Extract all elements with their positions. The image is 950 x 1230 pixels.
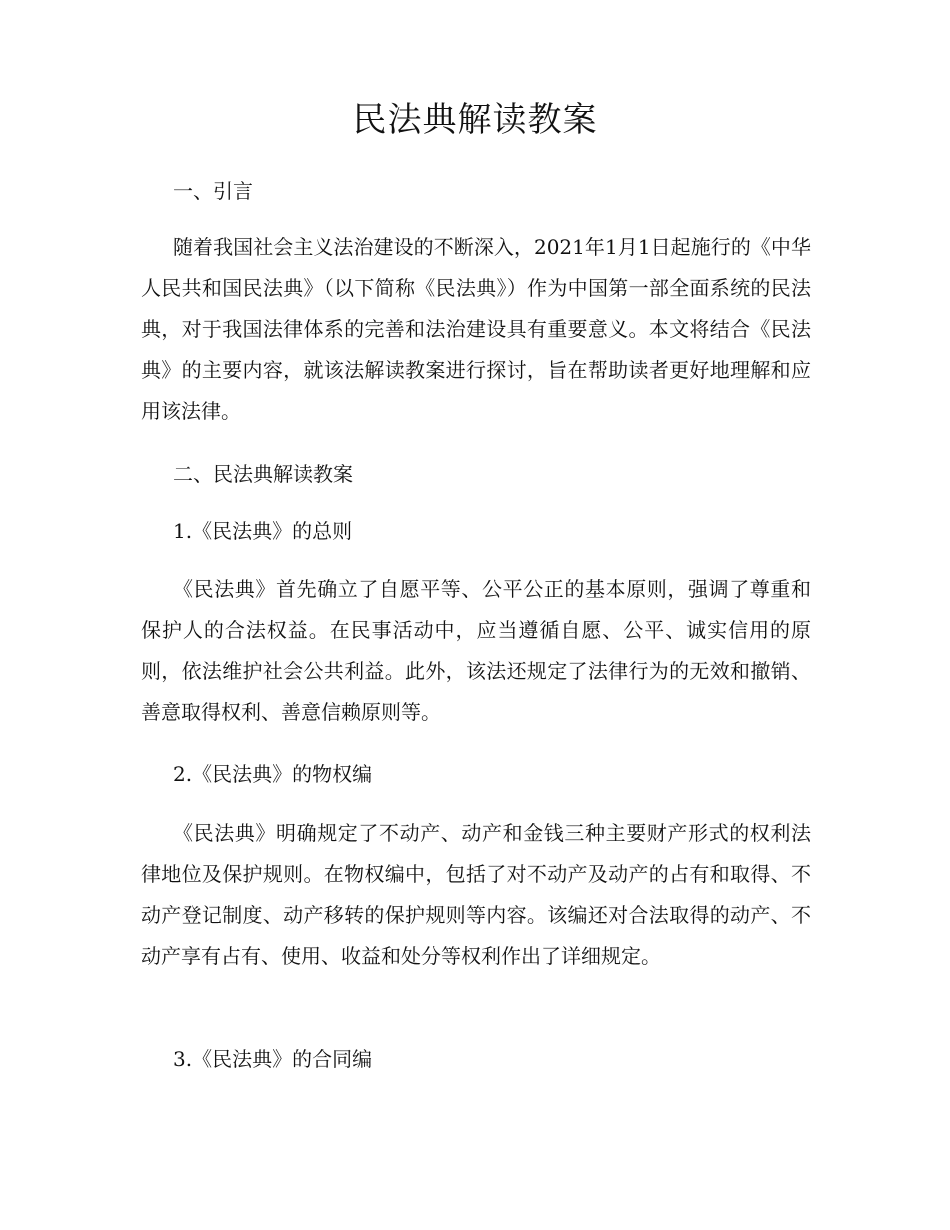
paragraph-property-rights: 《民法典》明确规定了不动产、动产和金钱三种主要财产形式的权利法律地位及保护规则。在物权编中，包括了对不动产及动产的占有和取得、不动产登记制度、动产移转的保护规则等内容。该编还对合法取得的动产、不动产享有占有、使用、收益和处分等权利作出了详细规定。 [141, 821, 811, 968]
section-heading-introduction: 一、引言 [173, 179, 253, 203]
paragraph-introduction: 随着我国社会主义法治建设的不断深入，2021年1月1日起施行的《中华人民共和国民法典》（以下简称《民法典》）作为中国第一部全面系统的民法典，对于我国法律体系的完善和法治建设具有重要意义。本文将结合《民法典》的主要内容，就该法解读教案进行探讨，旨在帮助读者更好地理解和应用该法律。 [141, 235, 811, 423]
paragraph-general-provisions: 《民法典》首先确立了自愿平等、公平公正的基本原则，强调了尊重和保护人的合法权益。在民事活动中，应当遵循自愿、公平、诚实信用的原则，依法维护社会公共利益。此外，该法还规定了法律行为的无效和撤销、善意取得权利、善意信赖原则等。 [141, 577, 811, 724]
document-title: 民法典解读教案 [352, 100, 598, 140]
subsection-heading-property-rights: 2.《民法典》的物权编 [173, 762, 373, 786]
subsection-heading-general-provisions: 1.《民法典》的总则 [173, 519, 353, 543]
section-heading-lesson-plan: 二、民法典解读教案 [173, 462, 353, 486]
subsection-heading-contracts: 3.《民法典》的合同编 [173, 1047, 373, 1071]
